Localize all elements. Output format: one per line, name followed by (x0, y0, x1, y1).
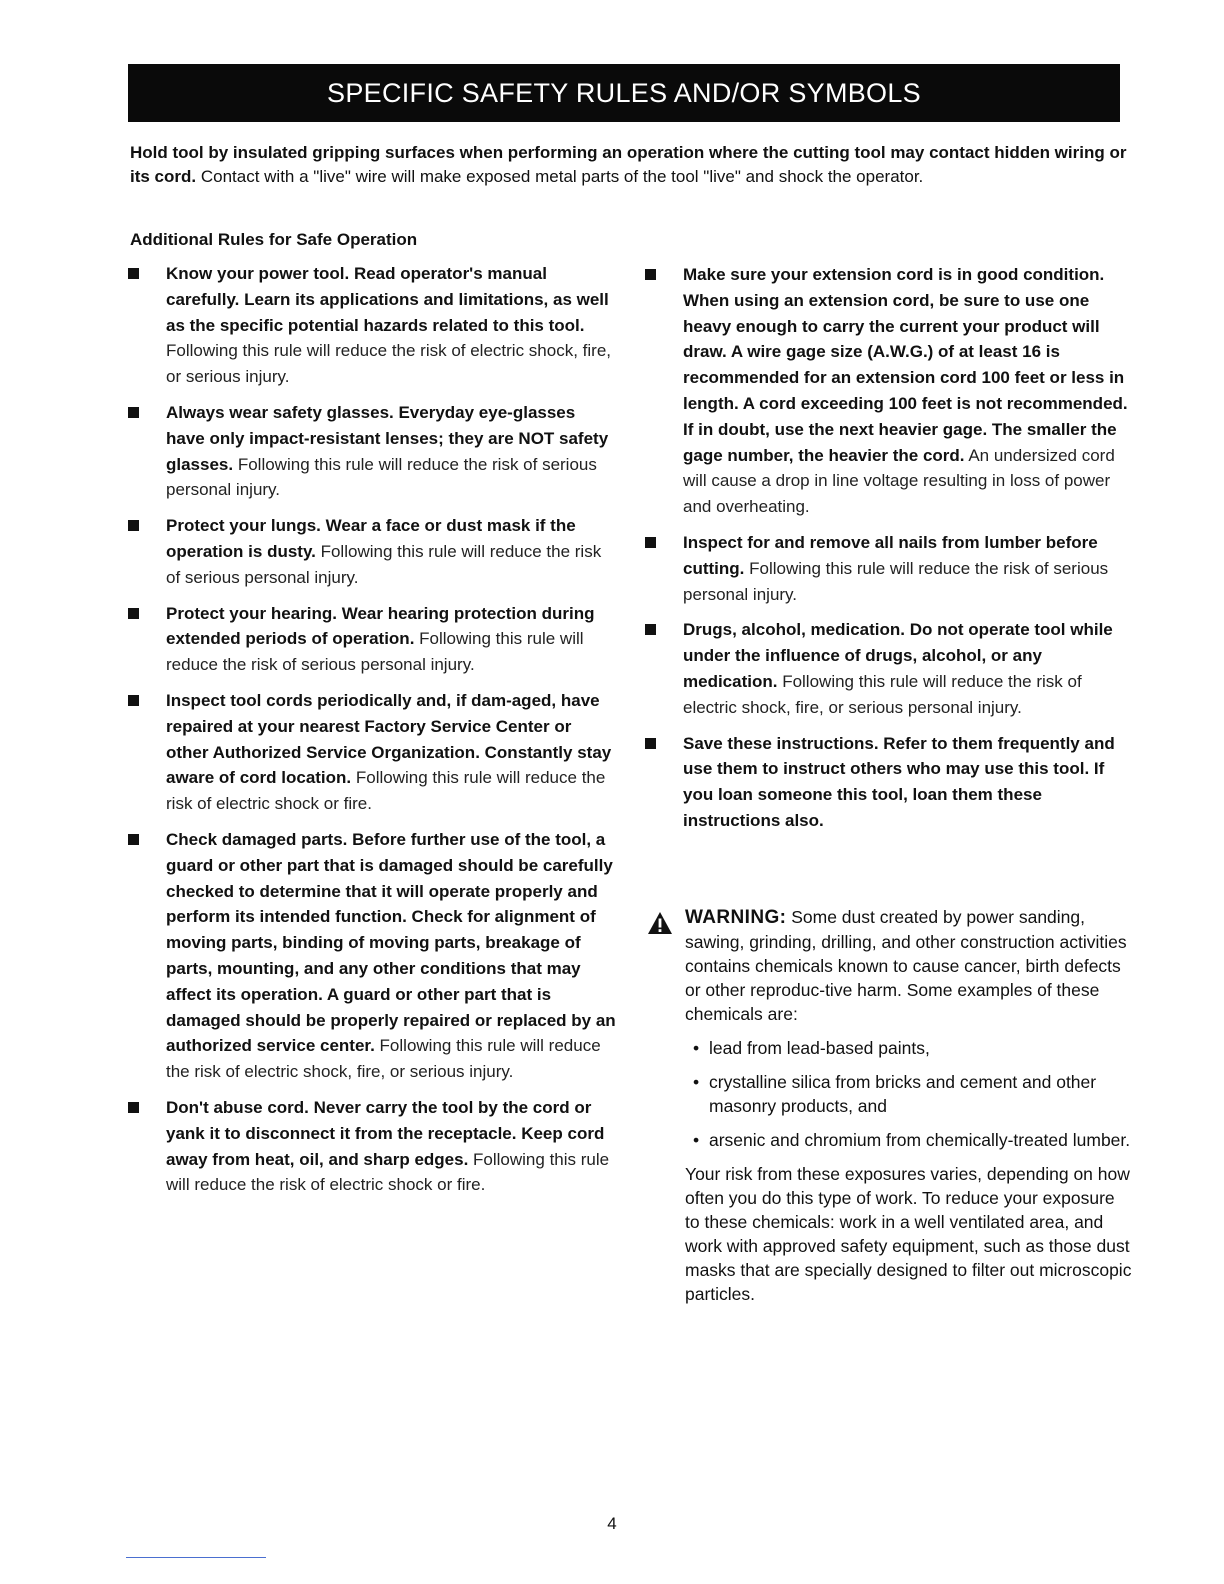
rule-item (128, 601, 618, 678)
rule-item (128, 1095, 618, 1198)
warning-closing-paragraph: Your risk from these exposures varies, depending on how often you do this type of work. To reduce your exposure to these chemicals: work in a well ventilated area, and work with approved safety equipment, such as those dust masks that are specially designed to filter out microscopic particles. (685, 1164, 1132, 1304)
rule-text: Following this rule will reduce the risk of serious personal injury. (166, 541, 602, 587)
square-bullet-icon (128, 1102, 139, 1113)
warning-text: Some dust created by power sanding, sawing, grinding, drilling, and other construction activities contains chemicals known to cause cancer, birth defects or other reproduc-tive harm. Some examples of these chemicals are: (685, 907, 1127, 1024)
rule-bold: Inspect for and remove all nails from lumber before cutting. (683, 532, 1098, 578)
bullet-dot-icon: • (693, 1072, 700, 1092)
rule-text: Following this rule will reduce the risk of electric shock or fire. (166, 768, 606, 814)
square-bullet-icon (128, 608, 139, 619)
rule-item (128, 513, 618, 590)
rule-item (645, 530, 1130, 607)
warning-triangle-icon (647, 911, 673, 935)
bullet-dot-icon: • (693, 1130, 700, 1150)
rule-bold: Drugs, alcohol, medication. Do not operate tool while under the influence of drugs, alcohol, or any medication. (683, 620, 1113, 691)
intro-text: Contact with a "live" wire will make exposed metal parts of the tool "live" and shock the operator. (196, 167, 924, 186)
rule-item (645, 617, 1130, 720)
square-bullet-icon (128, 834, 139, 845)
rule-text: Following this rule will reduce the risk of electric shock, fire, or serious injury. (166, 341, 611, 387)
rule-text: Following this rule will reduce the risk of serious personal injury. (683, 558, 1109, 604)
square-bullet-icon (128, 695, 139, 706)
rule-item (645, 731, 1130, 834)
rule-item (128, 400, 618, 503)
rule-bold: Protect your hearing. Wear hearing protection during extended periods of operation. (166, 603, 595, 649)
square-bullet-icon (128, 407, 139, 418)
right-rules-list (645, 262, 1130, 844)
intro-paragraph (130, 141, 1130, 189)
warning-label: WARNING: (685, 907, 787, 928)
rule-text: Following this rule will reduce the risk of electric shock, fire, or serious injury. (166, 1036, 601, 1082)
square-bullet-icon (128, 268, 139, 279)
page-number: 4 (607, 1514, 617, 1533)
square-bullet-icon (645, 624, 656, 635)
square-bullet-icon (128, 520, 139, 531)
rule-bold: Check damaged parts. Before further use of the tool, a guard or other part that is damaged should be carefully checked to determine that it will operate properly and perform its intended function. Check for alignment of moving parts, binding of moving parts, breakage of parts, mounting, and any other conditions that may affect its operation. A guard or other part that is damaged should be properly repaired or replaced by an authorized service center. (166, 829, 616, 1056)
square-bullet-icon (645, 537, 656, 548)
rule-text: Following this rule will reduce the risk of serious personal injury. (166, 454, 597, 500)
footer-divider (126, 1557, 266, 1558)
rule-bold: Make sure your extension cord is in good condition. When using an extension cord, be sure to use one heavy enough to carry the current your product will draw. A wire gage size (A.W.G.) of at least 16 is recommended for an extension cord 100 feet or less in length. A cord exceeding 100 feet is not recommended. If in doubt, use the next heavier gage. The smaller the gage number, the heavier the cord. (683, 265, 1128, 465)
warning-body (647, 905, 1132, 1026)
list-item-text: lead from lead-based paints, (709, 1038, 930, 1058)
list-item (691, 1070, 1132, 1118)
chemical-examples-list (647, 1036, 1132, 1152)
rule-text: Following this rule will reduce the risk of serious personal injury. (166, 629, 584, 675)
square-bullet-icon (645, 269, 656, 280)
section-title: SPECIFIC SAFETY RULES AND/OR SYMBOLS (327, 78, 921, 108)
rule-item (128, 827, 618, 1085)
rule-text: Following this rule will reduce the risk of electric shock, fire, or serious personal injury. (683, 671, 1082, 717)
square-bullet-icon (645, 738, 656, 749)
rule-item (128, 688, 618, 817)
bullet-dot-icon: • (693, 1038, 700, 1058)
rule-bold: Protect your lungs. Wear a face or dust mask if the operation is dusty. (166, 516, 576, 561)
rule-item (128, 261, 618, 390)
rule-text: Following this rule will reduce the risk of electric shock or fire. (166, 1149, 610, 1195)
list-item-text: arsenic and chromium from chemically-treated lumber. (709, 1130, 1131, 1150)
rule-bold: Save these instructions. Refer to them frequently and use them to instruct others who may use this tool. If you loan someone this tool, loan them these instructions also. (683, 733, 1115, 830)
intro-bold: Hold tool by insulated gripping surfaces when performing an operation where the cutting tool may contact hidden wiring or its cord. (130, 143, 1127, 186)
rule-bold: Always wear safety glasses. Everyday eye-glasses have only impact-resistant lenses; they are NOT safety glasses. (166, 402, 609, 474)
section-title-banner (128, 64, 1120, 122)
list-item-text: crystalline silica from bricks and cement and other masonry products, and (709, 1072, 1097, 1116)
list-item (691, 1036, 1132, 1060)
rule-bold: Know your power tool. Read operator's manual carefully. Learn its applications and limitations, as well as the specific potential hazards related to this tool. (166, 264, 609, 335)
rule-bold: Don't abuse cord. Never carry the tool by the cord or yank it to disconnect it from the receptacle. Keep cord away from heat, oil, and sharp edges. (166, 1097, 605, 1169)
list-item (691, 1128, 1132, 1152)
rule-text: An undersized cord will cause a drop in line voltage resulting in loss of power and overheating. (683, 445, 1115, 517)
rule-bold: Inspect tool cords periodically and, if dam-aged, have repaired at your nearest Factory Service Center or other Authorized Service Organization. Constantly stay aware of cord location. (166, 690, 612, 788)
warning-block (647, 905, 1132, 1306)
left-rules-list (128, 261, 618, 1208)
rule-item (645, 262, 1130, 520)
subheading: Additional Rules for Safe Operation (130, 230, 418, 249)
